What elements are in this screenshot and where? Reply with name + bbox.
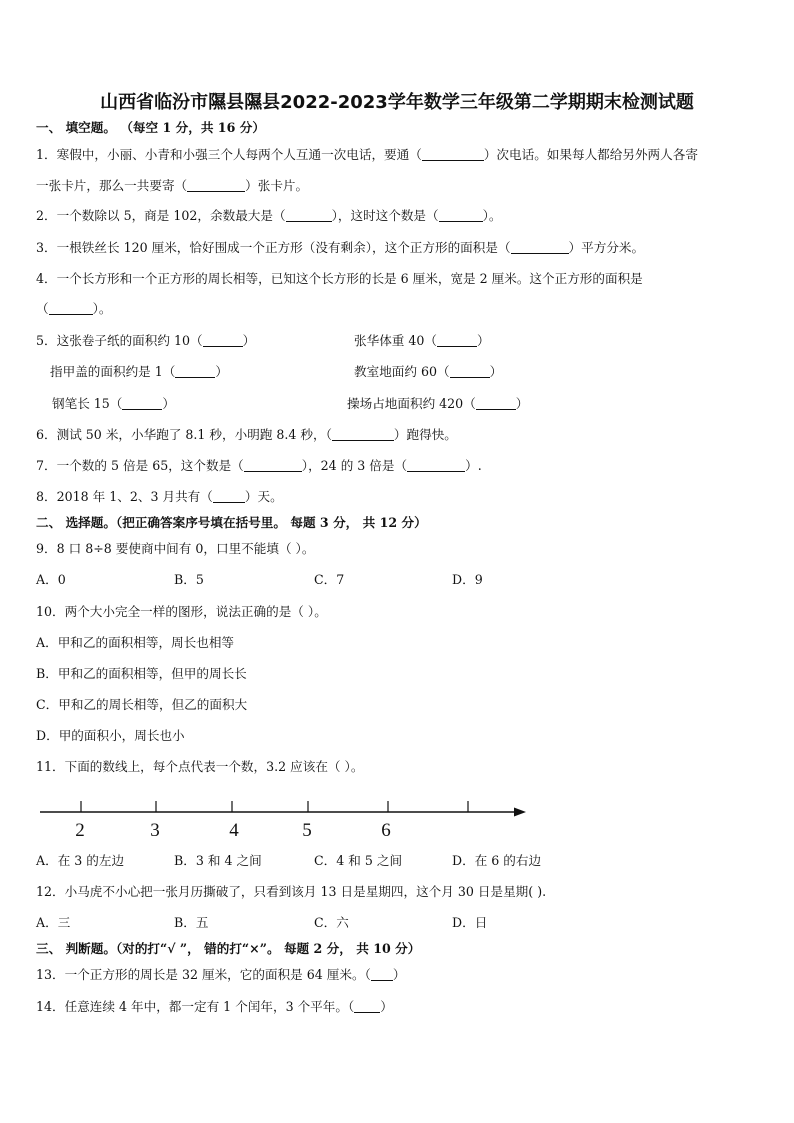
number-line-figure bbox=[36, 792, 536, 842]
number-line-tick-label: 3 bbox=[150, 820, 160, 841]
section-header-true-false: 三、 判断题。（对的打“√ ”， 错的打“×”。 每题 2 分， 共 10 分） bbox=[36, 941, 421, 956]
question-5-row-3-right: 操场占地面积约 420（ ） bbox=[347, 396, 529, 411]
question-13: 13．一个正方形的周长是 32 厘米，它的面积是 64 厘米。（ ） bbox=[36, 967, 406, 982]
option-d[interactable]: D．日 bbox=[452, 915, 488, 930]
question-6: 6．测试 50 米，小华跑了 8.1 秒，小明跑 8.4 秒，（ ）跑得快。 bbox=[36, 427, 457, 442]
section-header-fill-blank: 一、 填空题。 （每空 1 分，共 16 分） bbox=[36, 120, 265, 135]
answer-blank[interactable] bbox=[286, 209, 332, 222]
option-b[interactable]: B．3 和 4 之间 bbox=[174, 853, 262, 868]
option-d[interactable]: D．甲的面积小，周长也小 bbox=[36, 728, 185, 743]
answer-blank[interactable] bbox=[49, 302, 93, 315]
question-4-line-1: 4．一个长方形和一个正方形的周长相等，已知这个长方形的长是 6 厘米，宽是 2 厘米。这个正方形的面积是 bbox=[36, 271, 643, 286]
question-5-row-3-left: 钢笔长 15（ ） bbox=[52, 396, 175, 411]
question-11: 11．下面的数线上，每个点代表一个数，3.2 应该在（ ）。 bbox=[36, 759, 364, 774]
option-c[interactable]: C．甲和乙的周长相等，但乙的面积大 bbox=[36, 697, 248, 712]
number-line-ticks bbox=[75, 801, 468, 841]
question-10: 10．两个大小完全一样的图形，说法正确的是（ ）。 bbox=[36, 604, 327, 619]
question-4-line-2: （ ）。 bbox=[36, 301, 112, 316]
number-line-tick-label: 5 bbox=[302, 820, 312, 841]
question-8: 8．2018 年 1、2、3 月共有（ ）天。 bbox=[36, 489, 283, 504]
option-d[interactable]: D．9 bbox=[452, 572, 483, 587]
option-c[interactable]: C．六 bbox=[314, 915, 349, 930]
answer-blank[interactable] bbox=[187, 179, 245, 192]
page-title: 山西省临汾市隰县隰县2022-2023学年数学三年级第二学期期末检测试题 bbox=[100, 92, 694, 113]
number-line-tick-label: 4 bbox=[229, 820, 239, 841]
answer-blank[interactable] bbox=[450, 365, 490, 378]
option-b[interactable]: B．五 bbox=[174, 915, 209, 930]
answer-blank[interactable] bbox=[122, 397, 162, 410]
option-d[interactable]: D．在 6 的右边 bbox=[452, 853, 542, 868]
answer-blank[interactable] bbox=[244, 459, 302, 472]
answer-blank[interactable] bbox=[203, 334, 243, 347]
answer-blank[interactable] bbox=[476, 397, 516, 410]
question-5-row-2-right: 教室地面约 60（ ） bbox=[354, 364, 503, 379]
option-c[interactable]: C．7 bbox=[314, 572, 345, 587]
option-a[interactable]: A．三 bbox=[36, 915, 71, 930]
answer-blank[interactable] bbox=[439, 209, 483, 222]
question-12: 12．小马虎不小心把一张月历撕破了，只看到该月 13 日是星期四，这个月 30 日是星期( ). bbox=[36, 884, 547, 899]
answer-blank[interactable] bbox=[213, 490, 245, 503]
number-line-arrow bbox=[514, 808, 526, 817]
question-1-line-2: 一张卡片，那么一共要寄（ ）张卡片。 bbox=[36, 178, 309, 193]
answer-blank[interactable] bbox=[371, 968, 393, 981]
answer-blank[interactable] bbox=[437, 334, 477, 347]
option-a[interactable]: A．0 bbox=[36, 572, 66, 587]
answer-blank[interactable] bbox=[332, 428, 394, 441]
question-1-line-1: 1．寒假中，小丽、小青和小强三个人每两个人互通一次电话，要通（ ）次电话。如果每人都给另外两人各寄 bbox=[36, 147, 698, 162]
section-header-multiple-choice: 二、 选择题。（把正确答案序号填在括号里。 每题 3 分， 共 12 分） bbox=[36, 515, 427, 530]
question-14: 14．任意连续 4 年中，都一定有 1 个闰年，3 个平年。（ ） bbox=[36, 999, 393, 1014]
question-9: 9．8 口 8÷8 要使商中间有 0，口里不能填（ ）。 bbox=[36, 541, 315, 556]
question-5-row-1-left: 5．这张卷子纸的面积约 10（ ） bbox=[36, 333, 256, 348]
question-7: 7．一个数的 5 倍是 65，这个数是（ ），24 的 3 倍是（ ）. bbox=[36, 458, 482, 473]
question-5-row-1-right: 张华体重 40（ ） bbox=[354, 333, 490, 348]
number-line-tick-label: 2 bbox=[75, 820, 85, 841]
option-c[interactable]: C．4 和 5 之间 bbox=[314, 853, 403, 868]
option-a[interactable]: A．甲和乙的面积相等，周长也相等 bbox=[36, 635, 235, 650]
option-a[interactable]: A．在 3 的左边 bbox=[36, 853, 125, 868]
answer-blank[interactable] bbox=[511, 241, 569, 254]
option-b[interactable]: B．甲和乙的面积相等，但甲的周长长 bbox=[36, 666, 247, 681]
question-3: 3．一根铁丝长 120 厘米，恰好围成一个正方形（没有剩余），这个正方形的面积是（ ）平方分米。 bbox=[36, 240, 645, 255]
answer-blank[interactable] bbox=[354, 1000, 380, 1013]
question-2: 2．一个数除以 5，商是 102，余数最大是（ ），这时这个数是（ ）。 bbox=[36, 208, 502, 223]
answer-blank[interactable] bbox=[407, 459, 465, 472]
number-line-tick-label: 6 bbox=[381, 820, 391, 841]
option-b[interactable]: B．5 bbox=[174, 572, 204, 587]
question-5-row-2-left: 指甲盖的面积约是 1（ ） bbox=[50, 364, 228, 379]
answer-blank[interactable] bbox=[422, 148, 484, 161]
answer-blank[interactable] bbox=[175, 365, 215, 378]
